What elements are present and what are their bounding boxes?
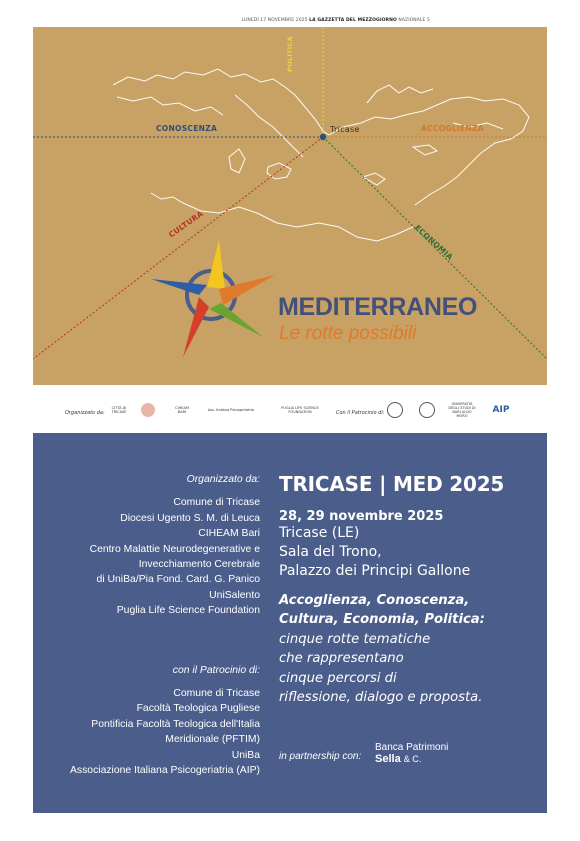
organizer-item: di UniBa/Pia Fond. Card. G. Panico — [96, 574, 260, 586]
page-header — [0, 18, 430, 23]
pftim-seal — [417, 399, 437, 421]
bank-name-line1: Banca Patrimoni — [375, 742, 449, 753]
organizer-item: CIHEAM Bari — [198, 528, 260, 540]
organizer-item: UniSalento — [209, 589, 260, 601]
themes-line: cinque rotte tematiche — [279, 631, 431, 647]
organized-label: Organizzato da: — [65, 410, 105, 416]
patronage-heading: con il Patrocinio di: — [172, 664, 260, 676]
logo-text-3: Ass. Italiana Psicogeriatria — [207, 408, 255, 412]
logo-text-1: CITTÀ DI TRICASE — [111, 406, 127, 414]
diocesi-logo — [133, 399, 163, 421]
organized-heading: Organizzato da: — [186, 474, 260, 485]
logo-text-6: AIP — [492, 405, 510, 415]
logo-text-2: CIHEAM BARI — [175, 406, 189, 414]
event-title: TRICASE | MED 2025 — [279, 472, 505, 496]
aip-logo — [485, 399, 517, 421]
star-logo-mark — [151, 240, 275, 357]
poster-map — [33, 27, 547, 385]
patron-item: Associazione Italiana Psicogeriatria (AIP) — [69, 765, 260, 777]
header-publication: LA GAZZETTA DEL MEZZOGIORNO — [309, 18, 397, 23]
uniba-logo — [447, 399, 477, 421]
organizer-item: Comune di Tricase — [173, 497, 260, 509]
header-section: NAZIONALE — [398, 18, 426, 23]
organizer-item: Puglia Life Science Foundation — [116, 605, 260, 617]
logos-strip — [33, 390, 547, 430]
diocesi-emblem-icon — [141, 403, 155, 417]
tricase-marker — [320, 134, 326, 140]
organizer-item: Centro Malattie Neurodegenerative e — [89, 543, 260, 555]
event-place-line: Tricase (LE) — [279, 525, 360, 541]
logo-text-4: PUGLIA LIFE SCIENCE FOUNDATION — [281, 406, 319, 414]
event-place-line: Palazzo dei Principi Gallone — [279, 563, 471, 579]
header-page: 5 — [427, 18, 430, 23]
event-date: 28, 29 novembre 2025 — [279, 509, 444, 524]
bank-name-line2: Sella — [375, 753, 401, 765]
patron-item: UniBa — [231, 749, 260, 761]
route-label-conoscenza: CONOSCENZA — [156, 124, 218, 133]
route-label-accoglienza: ACCOGLIENZA — [421, 124, 484, 133]
route-label-cultura: CULTURA — [167, 209, 205, 240]
facolta-teologica-seal — [385, 399, 405, 421]
themes-line: cinque percorsi di — [279, 670, 397, 686]
center-label-tricase: Tricase — [330, 125, 360, 134]
patron-item: Meridionale (PFTIM) — [165, 734, 260, 746]
event-info-panel — [33, 433, 547, 813]
poster-title: MEDITERRANEO — [278, 293, 478, 321]
event-place-line: Sala del Trono, — [279, 544, 382, 560]
seal-icon-2 — [419, 402, 435, 418]
route-label-politica: POLITICA — [286, 36, 294, 72]
themes-bold-line: Accoglienza, Conoscenza, — [279, 593, 470, 608]
header-date: LUNEDÌ 17 NOVEMBRE 2025 — [241, 18, 308, 23]
logo-text-5: UNIVERSITÀ DEGLI STUDI DI BARI ALDO MORO — [448, 402, 476, 418]
patron-item: Facoltà Teologica Pugliese — [136, 703, 260, 715]
event-themes — [279, 591, 504, 707]
comune-tricase-logo — [110, 399, 128, 421]
patron-item: Pontificia Facoltà Teologica dell'Italia — [91, 718, 260, 730]
aip-association-logo — [197, 399, 265, 421]
event-details-column — [279, 472, 504, 707]
seal-icon-1 — [387, 402, 403, 418]
organizer-item: Invecchiamento Cerebrale — [138, 559, 260, 571]
themes-bold-line: Cultura, Economia, Politica: — [279, 612, 485, 628]
puglia-life-science-logo — [271, 399, 329, 421]
organizer-item: Diocesi Ugento S. M. di Leuca — [120, 512, 260, 524]
themes-line: riflessione, dialogo e proposta. — [279, 690, 483, 706]
ciheam-logo — [171, 399, 193, 421]
themes-line: che rappresentano — [279, 651, 404, 667]
route-label-economia: ECONOMIA — [412, 223, 455, 262]
patron-item: Comune di Tricase — [173, 688, 260, 700]
partnership-label: in partnership con: — [279, 751, 362, 762]
patronage-label: Con il Patrocinio di: — [336, 410, 385, 416]
bank-name-suffix: & C. — [403, 754, 422, 764]
bank-logo — [375, 742, 448, 765]
poster-subtitle: Le rotte possibili — [279, 323, 417, 344]
organizers-column — [70, 472, 260, 779]
